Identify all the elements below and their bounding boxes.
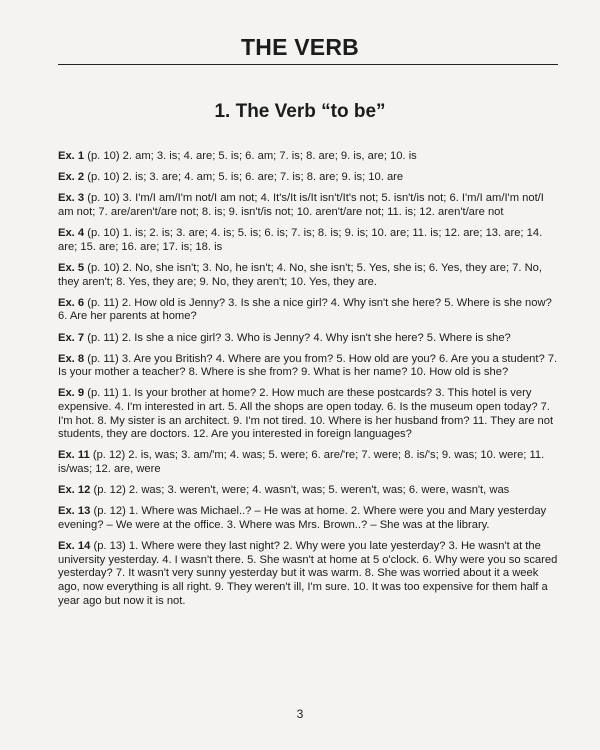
exercise-answers: (p. 11) 2. Is she a nice girl? 3. Who is Jenny? 4. Why isn't she here? 5. Where is she? xyxy=(84,331,511,344)
exercise-item xyxy=(58,505,560,532)
section-title: 1. The Verb “to be” xyxy=(214,101,386,122)
exercise-item xyxy=(58,332,560,346)
exercise-item xyxy=(58,171,560,185)
exercise-answers: (p. 13) 1. Where were they last night? 2. Why were you late yesterday? 3. He wasn't at the university yesterday. 4. I wasn't there. 5. She wasn't at home at 5 o'clock. 6. Why were you so scared yesterday? 7. It wasn't very sunny yesterday but it was warm. 8. She was worried about it a week ago, now everything is all right. 9. They weren't ill, I'm sure. 10. It was too expensive for them half a year ago but now it is not. xyxy=(58,540,558,607)
exercise-answers: (p. 10) 3. I'm/I am/I'm not/I am not; 4. It's/It is/It isn't/It's not; 5. isn't/is not; 6. I'm/I am/I'm not/I am not; 7. are/aren't/are not; 8. is; 9. isn't/is not; 10. aren't/are not; 11. is; 12. aren't/are not xyxy=(58,192,544,218)
chapter-divider xyxy=(58,64,558,65)
exercise-item xyxy=(58,540,560,608)
exercise-label: Ex. 9 xyxy=(58,387,85,400)
exercise-item xyxy=(58,353,560,380)
exercise-label: Ex. 8 xyxy=(58,352,85,365)
exercise-label: Ex. 4 xyxy=(58,227,85,240)
exercise-label: Ex. 6 xyxy=(58,296,85,309)
exercise-item xyxy=(58,227,560,254)
exercise-answers: (p. 11) 1. Is your brother at home? 2. How much are these postcards? 3. This hotel is very expensive. 4. I'm interested in art. 5. All the shops are open today. 6. Is the museum open today? 7. I'm hot. 8. My sister is an architect. 9. I'm not tired. 10. Where is her husband from? 11. They are not students, they are doctors. 12. Are you interested in foreign languages? xyxy=(58,387,554,441)
exercise-label: Ex. 1 xyxy=(58,150,85,162)
exercise-answers: (p. 10) 2. is; 3. are; 4. am; 5. is; 6. are; 7. is; 8. are; 9. is; 10. are xyxy=(84,171,404,184)
exercise-item xyxy=(58,387,560,441)
exercise-list xyxy=(58,150,560,616)
exercise-answers: (p. 10) 2. am; 3. is; 4. are; 5. is; 6. am; 7. is; 8. are; 9. is, are; 10. is xyxy=(84,150,417,162)
exercise-answers: (p. 11) 2. How old is Jenny? 3. Is she a nice girl? 4. Why isn't she here? 5. Where is she now? 6. Are her parents at home? xyxy=(58,296,552,323)
exercise-item xyxy=(58,449,560,476)
exercise-label: Ex. 12 xyxy=(58,484,91,497)
page-number: 3 xyxy=(296,707,304,721)
exercise-label: Ex. 14 xyxy=(58,540,91,553)
exercise-label: Ex. 11 xyxy=(58,449,90,462)
exercise-item xyxy=(58,262,560,289)
exercise-item xyxy=(58,192,560,219)
exercise-label: Ex. 13 xyxy=(58,505,91,518)
exercise-label: Ex. 5 xyxy=(58,261,85,274)
exercise-label: Ex. 3 xyxy=(58,192,85,205)
exercise-answers: (p. 10) 2. No, she isn't; 3. No, he isn't; 4. No, she isn't; 5. Yes, she is; 6. Yes, they are; 7. No, they aren't; 8. Yes, they are; 9. No, they aren't; 10. Yes, they are. xyxy=(58,261,543,288)
exercise-answers: (p. 12) 1. Where was Michael..? – He was at home. 2. Where were you and Mary yesterday evening? – We were at the office. 3. Where was Mrs. Brown..? – She was at the library. xyxy=(58,505,547,531)
exercise-answers: (p. 12) 2. is, was; 3. am/'m; 4. was; 5. were; 6. are/'re; 7. were; 8. is/'s; 9. was; 10. were; 11. is/was; 12. are, were xyxy=(58,449,545,476)
exercise-answers: (p. 11) 3. Are you British? 4. Where are you from? 5. How old are you? 6. Are you a student? 7. Is your mother a teacher? 8. Where is she from? 9. What is her name? 10. How old is she? xyxy=(58,352,558,379)
exercise-item xyxy=(58,297,560,324)
exercise-answers: (p. 12) 2. was; 3. weren't, were; 4. wasn't, was; 5. weren't, was; 6. were, wasn't, was xyxy=(90,484,510,497)
exercise-label: Ex. 2 xyxy=(58,171,85,184)
exercise-answers: (p. 10) 1. is; 2. is; 3. are; 4. is; 5. is; 6. is; 7. is; 8. is; 9. is; 10. are; 11. is; 12. are; 13. are; 14. are; 15. are; 16. are; 17. is; 18. is xyxy=(58,227,543,253)
chapter-title: THE VERB xyxy=(241,34,359,60)
exercise-item xyxy=(58,150,560,164)
exercise-item xyxy=(58,484,560,498)
exercise-label: Ex. 7 xyxy=(58,331,85,344)
